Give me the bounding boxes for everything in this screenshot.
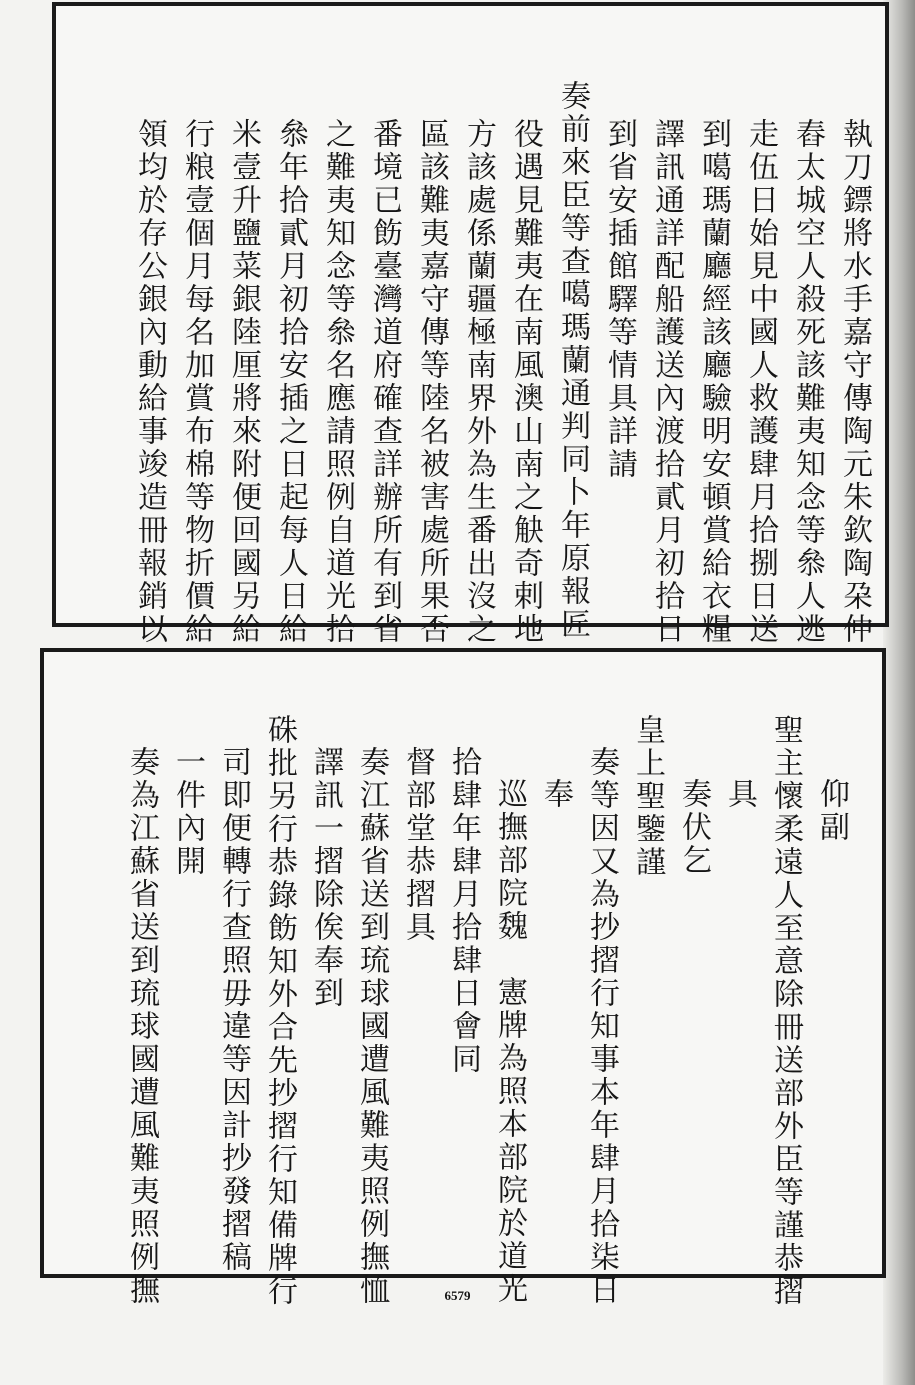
text-column: 番境已飭臺灣道府確查詳辦所有到省 bbox=[367, 118, 402, 646]
text-column: 役遇見難夷在南風澳山南之觖奇剌地 bbox=[508, 118, 543, 646]
text-column: 區該難夷嘉守傳等陸名被害處所果否 bbox=[414, 118, 449, 646]
text-column: 聖主懷柔遠人至意除冊送部外臣等謹恭摺 bbox=[768, 714, 803, 1308]
text-column: 奏前來臣等查噶瑪蘭通判同卜年原報匠 bbox=[555, 80, 590, 641]
text-column: 領均於存公銀內動給事竣造冊報銷以 bbox=[132, 118, 167, 646]
text-column: 督部堂恭摺具 bbox=[400, 746, 435, 944]
text-column: 譯訊一摺除俟奉到 bbox=[308, 746, 343, 1010]
text-column: 奏等因又為抄摺行知事本年肆月拾柒日 bbox=[584, 746, 619, 1307]
text-column: 硃批另行恭錄飭知外合先抄摺行知備牌行 bbox=[262, 714, 297, 1308]
text-column: 一件內開 bbox=[170, 746, 205, 878]
text-column: 到噶瑪蘭廳經該廳驗明安頓賞給衣糧 bbox=[696, 118, 731, 646]
text-column: 具 bbox=[722, 778, 757, 811]
page-number: 6579 bbox=[444, 1288, 471, 1303]
top-text-panel bbox=[52, 2, 889, 646]
text-column: 之難夷知念等叅名應請照例自道光拾 bbox=[320, 118, 355, 646]
text-column: 奉 bbox=[538, 778, 573, 811]
text-column: 方該處係蘭疆極南界外為生番出沒之 bbox=[461, 118, 496, 646]
text-column: 拾肆年肆月拾肆日會同 bbox=[446, 746, 481, 1076]
text-column: 司即便轉行查照毋違等因計抄發摺稿 bbox=[216, 746, 251, 1274]
text-column: 到省安插館驛等情具詳請 bbox=[602, 118, 637, 481]
text-column: 巡撫部院魏 憲牌為照本部院於道光 bbox=[492, 778, 527, 1306]
text-column: 奏為江蘇省送到琉球國遭風難夷照例撫 bbox=[124, 746, 159, 1307]
text-column: 奏江蘇省送到琉球國遭風難夷照例撫恤 bbox=[354, 746, 389, 1307]
text-column: 執刀鏢將水手嘉守傳陶元朱欽陶朶仲 bbox=[837, 118, 872, 646]
text-column: 叅年拾貳月初拾安插之日起每人日給 bbox=[273, 118, 308, 646]
text-column: 仰副 bbox=[814, 778, 849, 844]
text-column: 行粮壹個月每名加賞布棉等物折價給 bbox=[179, 118, 214, 646]
text-column: 舂太城空人殺死該難夷知念等叅人逃 bbox=[790, 118, 825, 646]
text-column: 走伍日始見中國人救護肆月拾捌日送 bbox=[743, 118, 778, 646]
text-column: 皇上聖鑒謹 bbox=[630, 714, 665, 879]
text-column: 米壹升鹽菜銀陸厘將來附便回國另給 bbox=[226, 118, 261, 646]
text-column: 奏伏乞 bbox=[676, 778, 711, 877]
text-column: 譯訊通詳配船護送內渡拾貳月初拾日 bbox=[649, 118, 684, 646]
